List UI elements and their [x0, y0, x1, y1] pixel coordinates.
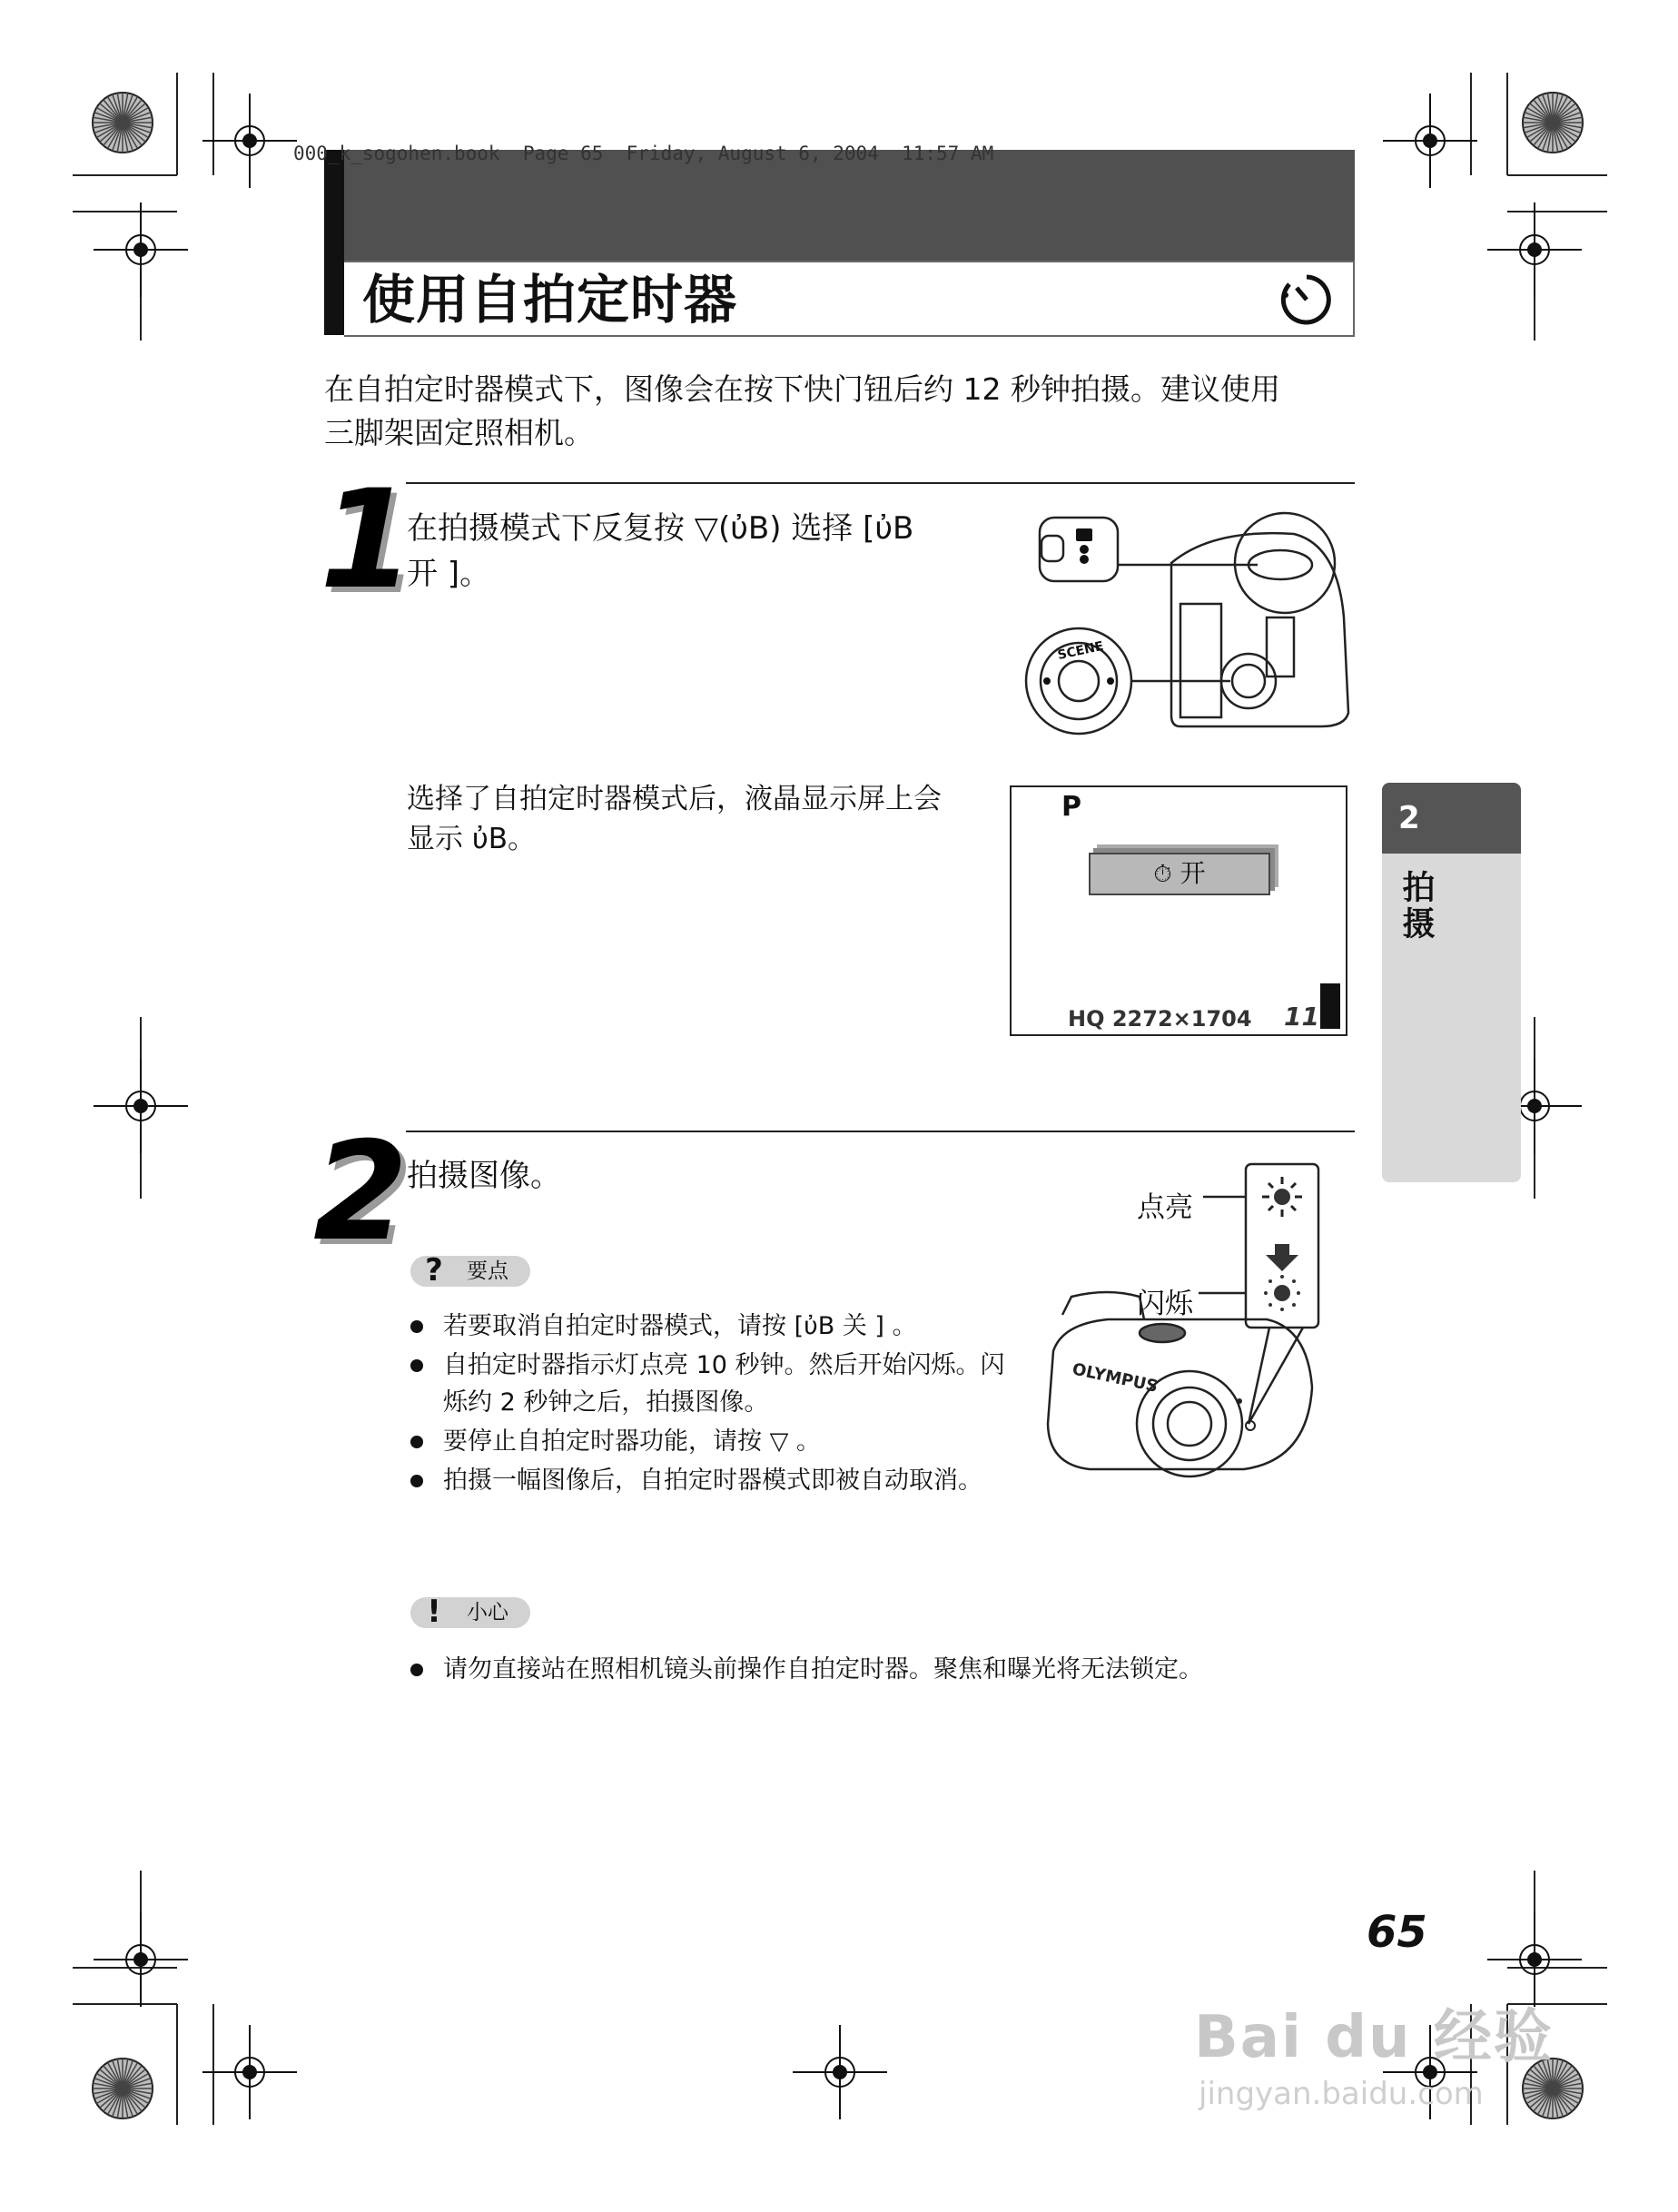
step1-note [407, 779, 1006, 859]
crosshair-mark [202, 94, 297, 188]
sunburst-mark [93, 2059, 153, 2118]
step1-instruction [407, 506, 988, 597]
crosshair-mark [94, 1059, 188, 1153]
tip-item: 若要取消自拍定时器模式，请按 [ὐB 关 ] 。 [407, 1308, 1024, 1345]
sunburst-mark [93, 93, 153, 153]
crosshair-mark [1487, 202, 1582, 297]
step1-rule [406, 482, 1355, 484]
chapter-number: 2 [1382, 783, 1521, 854]
lcd-banner-text: 开 [1180, 858, 1206, 888]
crosshair-mark [202, 2025, 297, 2119]
tips-list [407, 1308, 1024, 1501]
chapter-label: 拍摄 [1397, 870, 1435, 943]
step1-note-line-2: 显示 ὐB。 [407, 823, 537, 855]
crosshair-mark [1383, 94, 1477, 188]
baidu-watermark: Bai du 经验 [1194, 2004, 1554, 2071]
camera-back-illustration [1022, 509, 1357, 749]
lcd-shot-count: 11 [1284, 1002, 1319, 1032]
caution-item: 请勿直接站在照相机镜头前操作自拍定时器。聚焦和曝光将无法锁定。 [407, 1651, 1369, 1688]
exclamation-icon: ! [427, 1594, 441, 1630]
lcd-screen [1010, 785, 1347, 1036]
title-bar [344, 261, 1355, 337]
tip-item: 拍摄一幅图像后，自拍定时器模式即被自动取消。 [407, 1462, 1024, 1499]
intro-line-2: 三脚架固定照相机。 [324, 415, 594, 450]
crosshair-mark [94, 1912, 188, 2007]
self-timer-icon [1278, 272, 1335, 328]
camera-brand-label: OLYMPUS [1070, 1359, 1160, 1397]
tip-item: 自拍定时器指示灯点亮 10 秒钟。然后开始闪烁。闪烁约 2 秒钟之后，拍摄图像。 [407, 1347, 1024, 1421]
tips-badge [410, 1252, 530, 1289]
step1-line-1: 在拍摄模式下反复按 ▽(ὐB) 选择 [ὐB [407, 510, 914, 547]
sunburst-mark [1523, 93, 1583, 153]
lcd-self-timer-icon: ⏱ [1153, 861, 1172, 888]
crosshair-mark [793, 2025, 887, 2119]
lcd-battery [1320, 983, 1340, 1029]
page-title: 使用自拍定时器 [362, 269, 738, 331]
caution-label: 小心 [467, 1601, 508, 1624]
crosshair-mark [94, 202, 188, 297]
caution-list [407, 1651, 1369, 1690]
caution-badge [410, 1594, 530, 1630]
title-accent-bar [324, 150, 344, 335]
intro-line-1: 在自拍定时器模式下，图像会在按下快门钮后约 12 秒钟拍摄。建议使用 [324, 371, 1280, 407]
dial-scene-label: SCENE [1056, 638, 1105, 664]
tip-item: 要停止自拍定时器功能，请按 ▽ 。 [407, 1423, 1024, 1460]
baidu-watermark-url: jingyan.baidu.com [1199, 2076, 1484, 2112]
lcd-self-timer-banner [1089, 853, 1270, 895]
title-band [324, 150, 1355, 261]
question-icon: ? [425, 1252, 443, 1289]
intro-text [324, 368, 1368, 455]
step1-note-line-1: 选择了自拍定时器模式后，液晶显示屏上会 [407, 783, 942, 815]
chapter-tab [1382, 783, 1521, 1182]
step2-number: 2 [313, 1113, 409, 1271]
step2-instruction: 拍摄图像。 [407, 1158, 561, 1194]
step1-number: 1 [320, 461, 415, 619]
camera-front-illustration [1035, 1160, 1362, 1524]
step1-line-2: 开 ]。 [407, 556, 491, 592]
step2-rule [406, 1131, 1355, 1132]
lcd-quality: HQ 2272×1704 [1068, 1006, 1252, 1032]
page-number: 65 [1367, 1907, 1427, 1958]
lcd-mode-indicator: P [1061, 791, 1081, 823]
label-lamp-on: 点亮 [1137, 1191, 1193, 1224]
label-lamp-blink: 闪烁 [1137, 1288, 1193, 1320]
print-header: 000_k_sogohen.book Page 65 Friday, August 6, 2004 11:57 AM [293, 143, 994, 164]
tips-label: 要点 [467, 1259, 508, 1283]
